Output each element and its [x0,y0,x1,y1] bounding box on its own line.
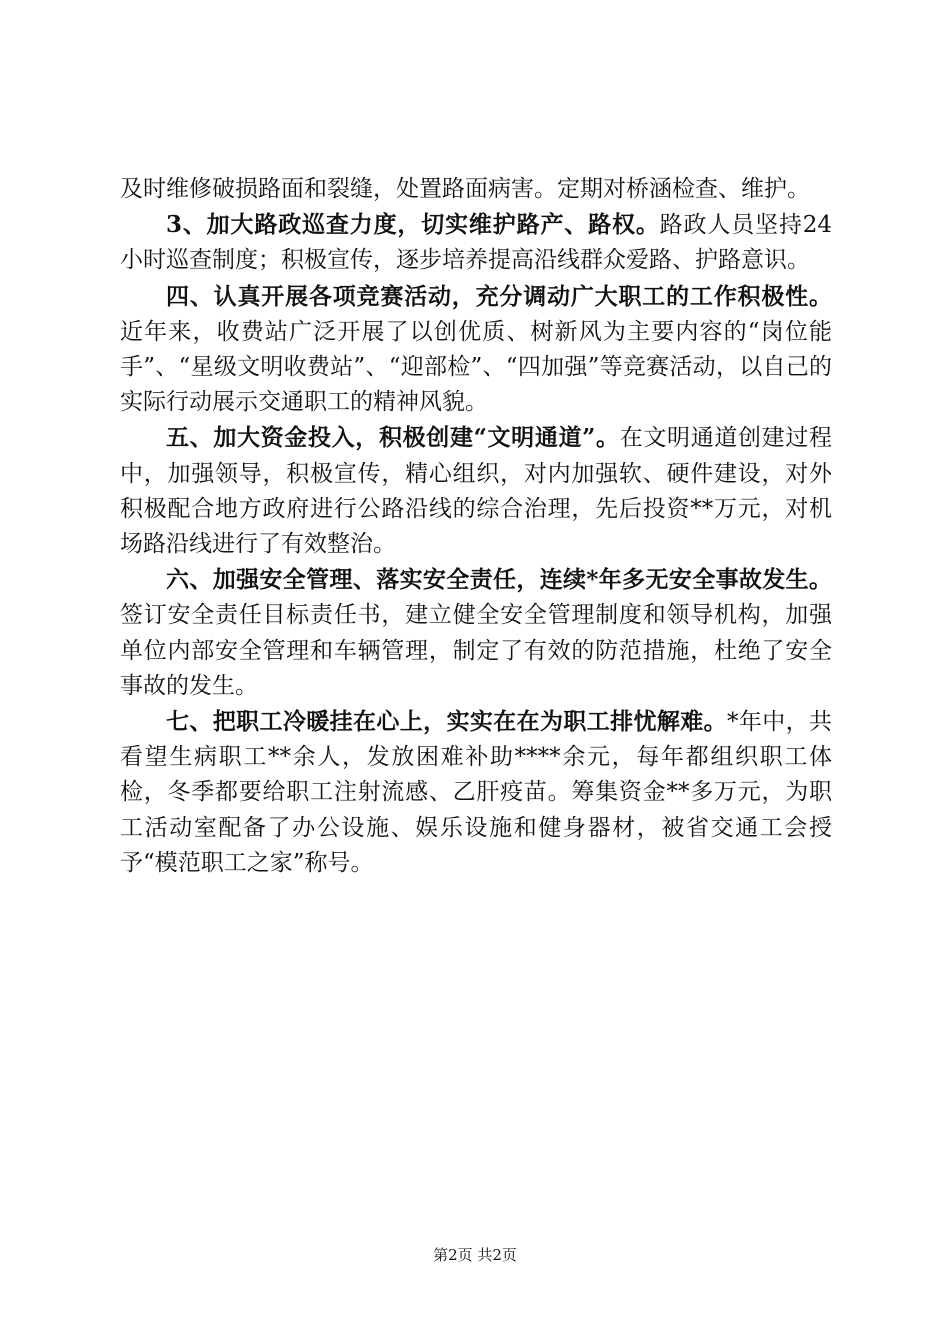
page-total: 共2页 [477,1246,517,1264]
paragraph-text: 路政人员坚持24小时巡查制度；积极宣传，逐步培养提高沿线群众爱路、护路意识。 [120,212,832,274]
paragraph-5 [120,562,832,704]
paragraph-lead: 六、加强安全管理、落实安全责任，连续*年多无安全事故发生。 [166,566,832,594]
paragraph-lead: 3、加大路政巡查力度，切实维护路产、路权。 [166,211,660,239]
paragraph-lead: 七、把职工冷暖挂在心上，实实在在为职工排忧解难。 [166,708,727,736]
paragraph-2 [120,207,832,278]
paragraph-lead: 四、认真开展各项竞赛活动，充分调动广大职工的工作积极性。 [166,282,832,310]
paragraph-text: 及时维修破损路面和裂缝，处置路面病害。定期对桥涵检查、维护。 [120,176,810,202]
paragraph-lead: 五、加大资金投入，积极创建“文明通道”。 [166,424,620,452]
page-number: 第2页 [433,1246,473,1264]
paragraph-text: 签订安全责任目标责任书，建立健全安全管理制度和领导机构，加强单位内部安全管理和车辆管理，制定了有效的防范措施，杜绝了安全事故的发生。 [120,602,832,699]
paragraph-1 [120,171,832,207]
paragraph-4 [120,420,832,562]
paragraph-text: 在文明通道创建过程中，加强领导，积极宣传，精心组织，对内加强软、硬件建设，对外积极配合地方政府进行公路沿线的综合治理，先后投资**万元，对机场路沿线进行了有效整治。 [120,425,832,558]
paragraph-6 [120,704,832,881]
paragraph-text: *年中，共看望生病职工**余人，发放困难补助****余元，每年都组织职工体检，冬季都要给职工注射流感、乙肝疫苗。筹集资金**多万元，为职工活动室配备了办公设施、娱乐设施和健身器材，被省交通工会授予“模范职工之家”称号。 [120,709,832,876]
page-footer [0,1244,950,1265]
document-body [120,171,832,881]
paragraph-3 [120,279,832,421]
paragraph-text: 近年来，收费站广泛开展了以创优质、树新风为主要内容的“岗位能手”、“星级文明收费站”、“迎部检”、“四加强”等竞赛活动，以自己的实际行动展示交通职工的精神风貌。 [120,318,832,416]
